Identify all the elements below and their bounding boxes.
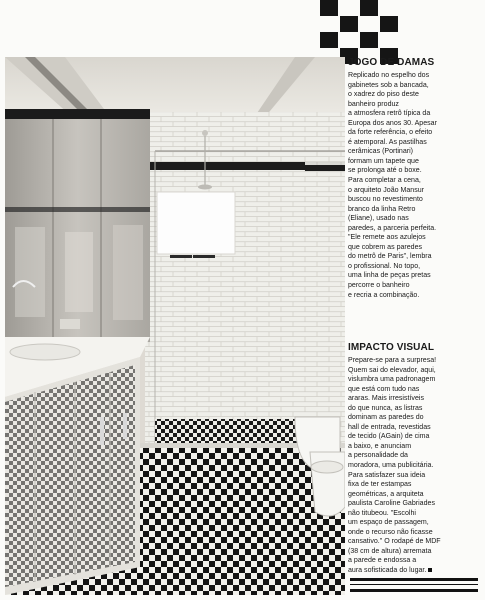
divider-rule <box>350 578 478 581</box>
body-line: e recria a combinação. <box>348 291 420 299</box>
body-line: se prolonga até o boxe. <box>348 167 422 175</box>
body-line: que cobrem as paredes <box>348 243 423 251</box>
body-line <box>348 566 478 576</box>
body-line: Europa dos anos 30. Apesar <box>348 119 437 127</box>
body-line: branco da linha Retro <box>348 205 416 213</box>
divider-rule <box>350 589 478 592</box>
body-line: o xadrez do piso deste <box>348 91 419 99</box>
section-jogo-de-damas <box>348 57 478 300</box>
bathroom-photo <box>5 57 345 595</box>
body-line: o profissional. No topo, <box>348 262 421 270</box>
divider-rule <box>350 584 478 585</box>
body-line: Para completar a cena, <box>348 177 421 185</box>
body-line: onde o recurso não ficasse <box>348 528 433 536</box>
body-line: banheiro produz <box>348 100 399 108</box>
body-line: não titubeou. "Escolhi <box>348 509 416 517</box>
section-title: IMPACTO VISUAL <box>348 342 435 353</box>
body-line: Quem sai do elevador, aqui, <box>348 366 436 374</box>
body-line: a personalidade da <box>348 452 408 460</box>
body-line: cansativo." O rodapé de MDF <box>348 538 441 546</box>
body-line: Para satisfazer sua ideia <box>348 471 426 479</box>
body-line: que está com tudo nas <box>348 385 420 393</box>
body-line: um espaço de passagem, <box>348 519 429 527</box>
body-line: do que nunca, as listras <box>348 404 423 412</box>
body-line: a parede e endossa a <box>348 557 417 565</box>
body-line: buscou no revestimento <box>348 196 423 204</box>
body-line: gabinetes sob a bancada, <box>348 81 429 89</box>
body-line: do metrô de Paris", lembra <box>348 253 432 261</box>
body-line: hall de entrada, revestidas <box>348 423 431 431</box>
body-line: moradora, uma publicitária. <box>348 462 434 470</box>
body-line: cerâmicas (Portinari) <box>348 148 414 156</box>
section-impacto-visual <box>348 342 478 576</box>
body-line: a atmosfera retrô típica da <box>348 110 431 118</box>
body-line: fixa de ter estampas <box>348 481 412 489</box>
body-line: paredes, a parceria perfeita. <box>348 224 437 232</box>
body-line: uma linha de peças pretas <box>348 272 431 280</box>
body-line: Prepare-se para a surpresa! <box>348 357 437 364</box>
body-line: formam um tapete que <box>348 157 419 165</box>
body-line: é atemporal. As pastilhas <box>348 138 427 146</box>
body-line: de tecido (AGain) de cima <box>348 433 430 441</box>
body-line: (38 cm de altura) arremata <box>348 547 432 555</box>
body-line: Replicado no espelho dos <box>348 72 430 79</box>
body-line: "Ele remete aos azulejos <box>348 234 426 242</box>
end-mark-icon <box>428 568 432 572</box>
body-line: araras. Mais irresistíveis <box>348 395 424 403</box>
body-line-text: aura sofisticada do lugar. <box>348 567 427 575</box>
body-line: da forte referência, o efeito <box>348 129 433 137</box>
section-title: JOGO DE DAMAS <box>348 57 435 68</box>
body-line: a baixo, e anunciam <box>348 442 412 450</box>
body-line: (Eliane), usado nas <box>348 215 409 223</box>
body-line: geométricas, a arquiteta <box>348 490 424 498</box>
body-line: paulista Caroline Gabriades <box>348 500 435 508</box>
body-line: vislumbra uma padronagem <box>348 376 436 384</box>
body-line: percorre o banheiro <box>348 282 410 290</box>
checker-accent <box>318 0 400 64</box>
body-line: o arquiteto João Mansur <box>348 186 424 194</box>
body-line: dominam as paredes do <box>348 414 424 422</box>
